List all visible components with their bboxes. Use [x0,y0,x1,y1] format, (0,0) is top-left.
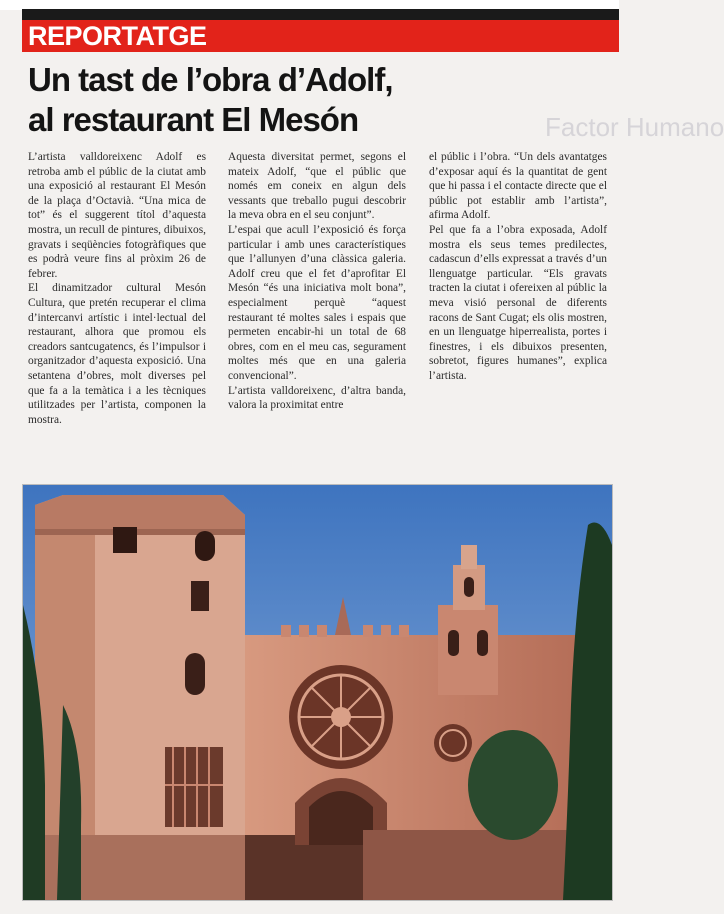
paragraph: L’espai que acull l’exposició és força particular i amb unes característiques que l’allunyen d’una clàssica galeria. Adolf creu que el fet d’aprofitar El Mesón “és una iniciativa molt bona”, especialment perquè “aquest restaurant té moltes sales i espais que permeten encabir-hi un total de 68 obres, com en el meu cas, segurament moltes més que en una galeria convencional”. [228,223,406,382]
top-rule [22,9,619,20]
text-column-1 [28,150,206,427]
headline-line-1: Un tast de l’obra d’Adolf, [28,61,393,98]
ghost-heading: Factor Humano [545,112,724,142]
headline-line-2: al restaurant El Mesón [28,101,359,138]
section-band [22,20,619,52]
monastery-photo [22,484,613,901]
text-column-2 [228,150,406,413]
section-label: REPORTATGE [28,21,207,51]
paragraph: L’artista valldoreixenc, d’altra banda, valora la proximitat entre [228,384,406,412]
paragraph: L’artista valldoreixenc Adolf es retroba amb el públic de la ciutat amb una exposició al restaurant El Mesón de la plaça d’Octavià. “Una mica de tot” és el suggerent títol d’aquesta mostra, un recull de pintures, dibuixos, gravats i seqüències fotogràfiques que es podrà veure fins al pròxim 26 de febrer. [28,151,206,280]
paragraph: Aquesta diversitat permet, segons el mateix Adolf, “que el públic que només em coneix en algun dels vessants que treballo pugui descobrir la meva obra en el seu conjunt”. [228,151,406,222]
paragraph: Pel que fa a l’obra exposada, Adolf mostra els seus temes predilectes, cadascun d’ells expressat a través d’un llenguatge particular. “Els gravats tracten la ciutat i ofereixen al públic la meva visió personal de diferents racons de Sant Cugat; els olis mostren, en un llenguatge hiperrealista, portes i finestres, i els dibuixos presenten, sobretot, figures humanes”, explica l’artista. [429,223,607,382]
paragraph: El dinamitzador cultural Mesón Cultura, que pretén recuperar el clima d’intercanvi artístic i intel·lectual del restaurant, alhora que promou els creadors santcugatencs, és l’impulsor i organitzador d’aquesta exposició. Una setantena d’obres, molt diverses pel que fa a la temàtica i a les tècniques utilitzades per l’artista, componen la mostra. [28,282,206,426]
text-column-3 [429,150,607,384]
headline [28,60,588,140]
paragraph: el públic i l’obra. “Un dels avantatges d’exposar aquí és la quantitat de gent que hi passa i el contacte directe que el públic pot establir amb l’artista”, afirma Adolf. [429,151,607,222]
